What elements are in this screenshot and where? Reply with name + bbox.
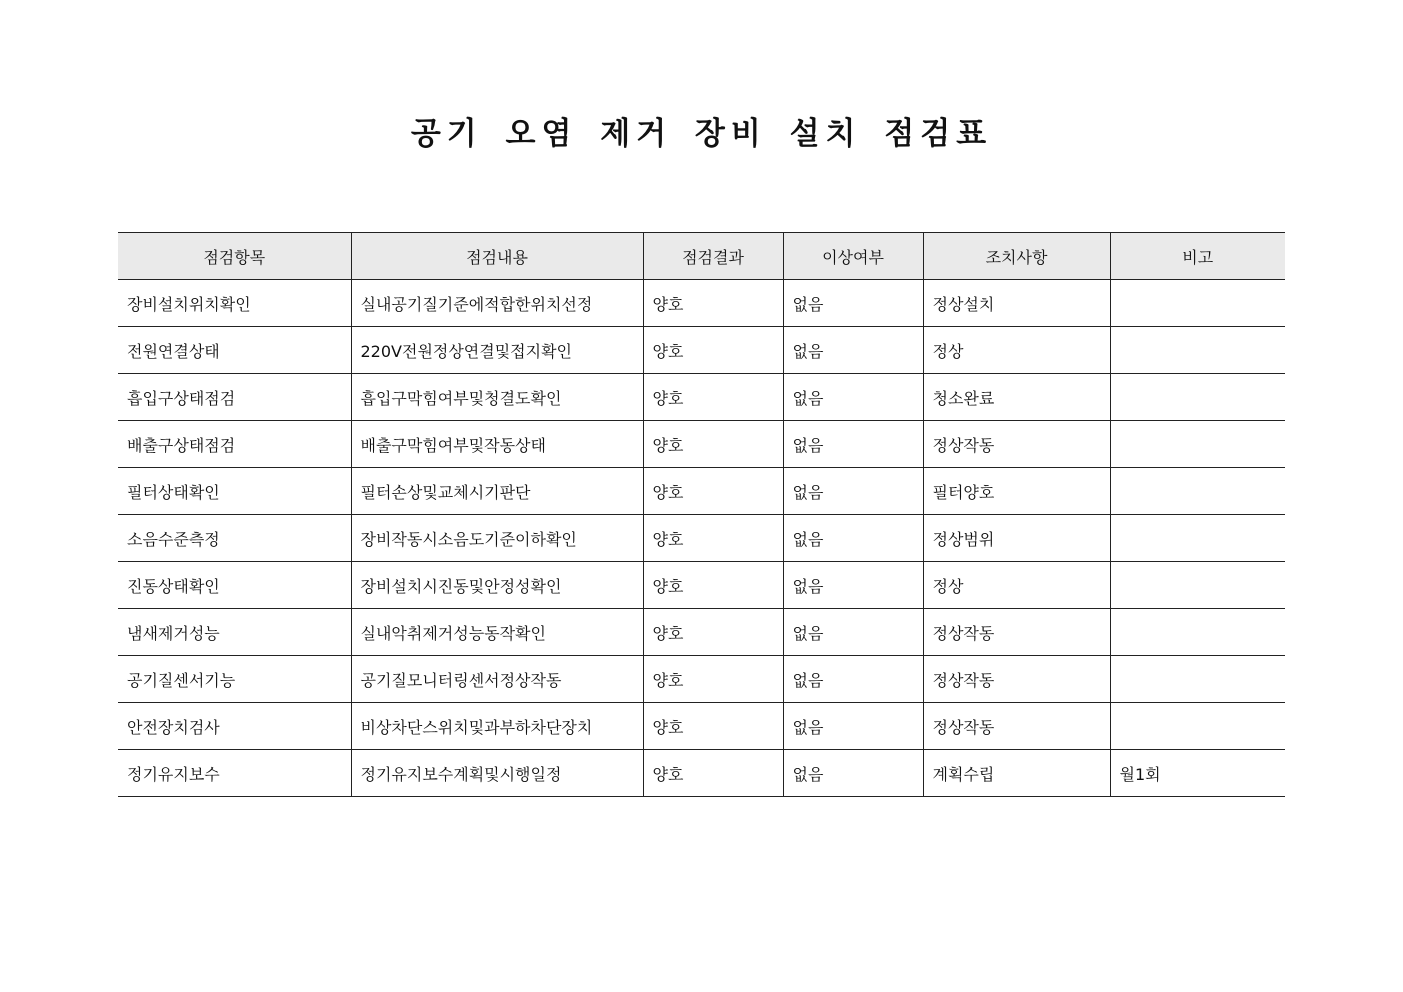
cell-inspection-content: 비상차단스위치및과부하차단장치	[351, 703, 643, 750]
table-row	[118, 421, 1285, 468]
cell-remarks	[1110, 656, 1285, 703]
cell-abnormality: 없음	[783, 562, 923, 609]
cell-action-taken: 정상작동	[923, 609, 1110, 656]
cell-inspection-result: 양호	[643, 327, 783, 374]
cell-abnormality: 없음	[783, 280, 923, 327]
cell-remarks	[1110, 562, 1285, 609]
table-row	[118, 703, 1285, 750]
cell-inspection-result: 양호	[643, 374, 783, 421]
cell-abnormality: 없음	[783, 656, 923, 703]
header-inspection-content: 점검내용	[351, 233, 643, 280]
cell-remarks	[1110, 327, 1285, 374]
cell-inspection-result: 양호	[643, 421, 783, 468]
cell-remarks	[1110, 703, 1285, 750]
cell-inspection-result: 양호	[643, 656, 783, 703]
cell-remarks	[1110, 515, 1285, 562]
table-row	[118, 515, 1285, 562]
table-row	[118, 280, 1285, 327]
cell-abnormality: 없음	[783, 609, 923, 656]
cell-action-taken: 청소완료	[923, 374, 1110, 421]
cell-action-taken: 정상	[923, 327, 1110, 374]
header-remarks: 비고	[1110, 233, 1285, 280]
header-inspection-item: 점검항목	[118, 233, 351, 280]
table-row	[118, 327, 1285, 374]
cell-inspection-content: 필터손상및교체시기판단	[351, 468, 643, 515]
cell-inspection-item: 공기질센서기능	[118, 656, 351, 703]
cell-inspection-item: 필터상태확인	[118, 468, 351, 515]
cell-inspection-result: 양호	[643, 468, 783, 515]
cell-inspection-item: 소음수준측정	[118, 515, 351, 562]
table-row	[118, 609, 1285, 656]
cell-abnormality: 없음	[783, 327, 923, 374]
cell-inspection-item: 전원연결상태	[118, 327, 351, 374]
cell-inspection-content: 장비설치시진동및안정성확인	[351, 562, 643, 609]
header-abnormality: 이상여부	[783, 233, 923, 280]
table-row	[118, 468, 1285, 515]
table-header-row	[118, 233, 1285, 280]
cell-inspection-content: 장비작동시소음도기준이하확인	[351, 515, 643, 562]
cell-inspection-content: 배출구막힘여부및작동상태	[351, 421, 643, 468]
cell-action-taken: 정상작동	[923, 421, 1110, 468]
table-row	[118, 656, 1285, 703]
table-row	[118, 562, 1285, 609]
cell-abnormality: 없음	[783, 421, 923, 468]
cell-inspection-item: 진동상태확인	[118, 562, 351, 609]
cell-action-taken: 정상작동	[923, 656, 1110, 703]
inspection-table	[118, 232, 1285, 797]
table-body	[118, 280, 1285, 797]
cell-inspection-item: 배출구상태점검	[118, 421, 351, 468]
cell-abnormality: 없음	[783, 374, 923, 421]
cell-action-taken: 정상	[923, 562, 1110, 609]
cell-inspection-content: 220V전원정상연결및접지확인	[351, 327, 643, 374]
cell-action-taken: 정상작동	[923, 703, 1110, 750]
cell-remarks	[1110, 374, 1285, 421]
cell-inspection-result: 양호	[643, 280, 783, 327]
header-inspection-result: 점검결과	[643, 233, 783, 280]
cell-inspection-content: 실내공기질기준에적합한위치선정	[351, 280, 643, 327]
cell-remarks	[1110, 280, 1285, 327]
cell-remarks	[1110, 468, 1285, 515]
cell-abnormality: 없음	[783, 750, 923, 797]
cell-inspection-result: 양호	[643, 609, 783, 656]
cell-inspection-result: 양호	[643, 703, 783, 750]
cell-inspection-item: 냄새제거성능	[118, 609, 351, 656]
cell-inspection-content: 공기질모니터링센서정상작동	[351, 656, 643, 703]
cell-action-taken: 정상범위	[923, 515, 1110, 562]
cell-abnormality: 없음	[783, 468, 923, 515]
document-title: 공기 오염 제거 장비 설치 점검표	[410, 116, 993, 152]
cell-inspection-result: 양호	[643, 750, 783, 797]
cell-remarks	[1110, 609, 1285, 656]
cell-inspection-result: 양호	[643, 515, 783, 562]
table-row	[118, 374, 1285, 421]
cell-abnormality: 없음	[783, 515, 923, 562]
cell-remarks: 월1회	[1110, 750, 1285, 797]
cell-abnormality: 없음	[783, 703, 923, 750]
cell-inspection-content: 실내악취제거성능동작확인	[351, 609, 643, 656]
cell-action-taken: 정상설치	[923, 280, 1110, 327]
cell-inspection-item: 장비설치위치확인	[118, 280, 351, 327]
header-action-taken: 조치사항	[923, 233, 1110, 280]
cell-inspection-content: 흡입구막힘여부및청결도확인	[351, 374, 643, 421]
cell-action-taken: 필터양호	[923, 468, 1110, 515]
cell-inspection-content: 정기유지보수계획및시행일정	[351, 750, 643, 797]
cell-inspection-item: 정기유지보수	[118, 750, 351, 797]
cell-inspection-item: 흡입구상태점검	[118, 374, 351, 421]
cell-remarks	[1110, 421, 1285, 468]
cell-inspection-result: 양호	[643, 562, 783, 609]
table-row	[118, 750, 1285, 797]
cell-inspection-item: 안전장치검사	[118, 703, 351, 750]
cell-action-taken: 계획수립	[923, 750, 1110, 797]
